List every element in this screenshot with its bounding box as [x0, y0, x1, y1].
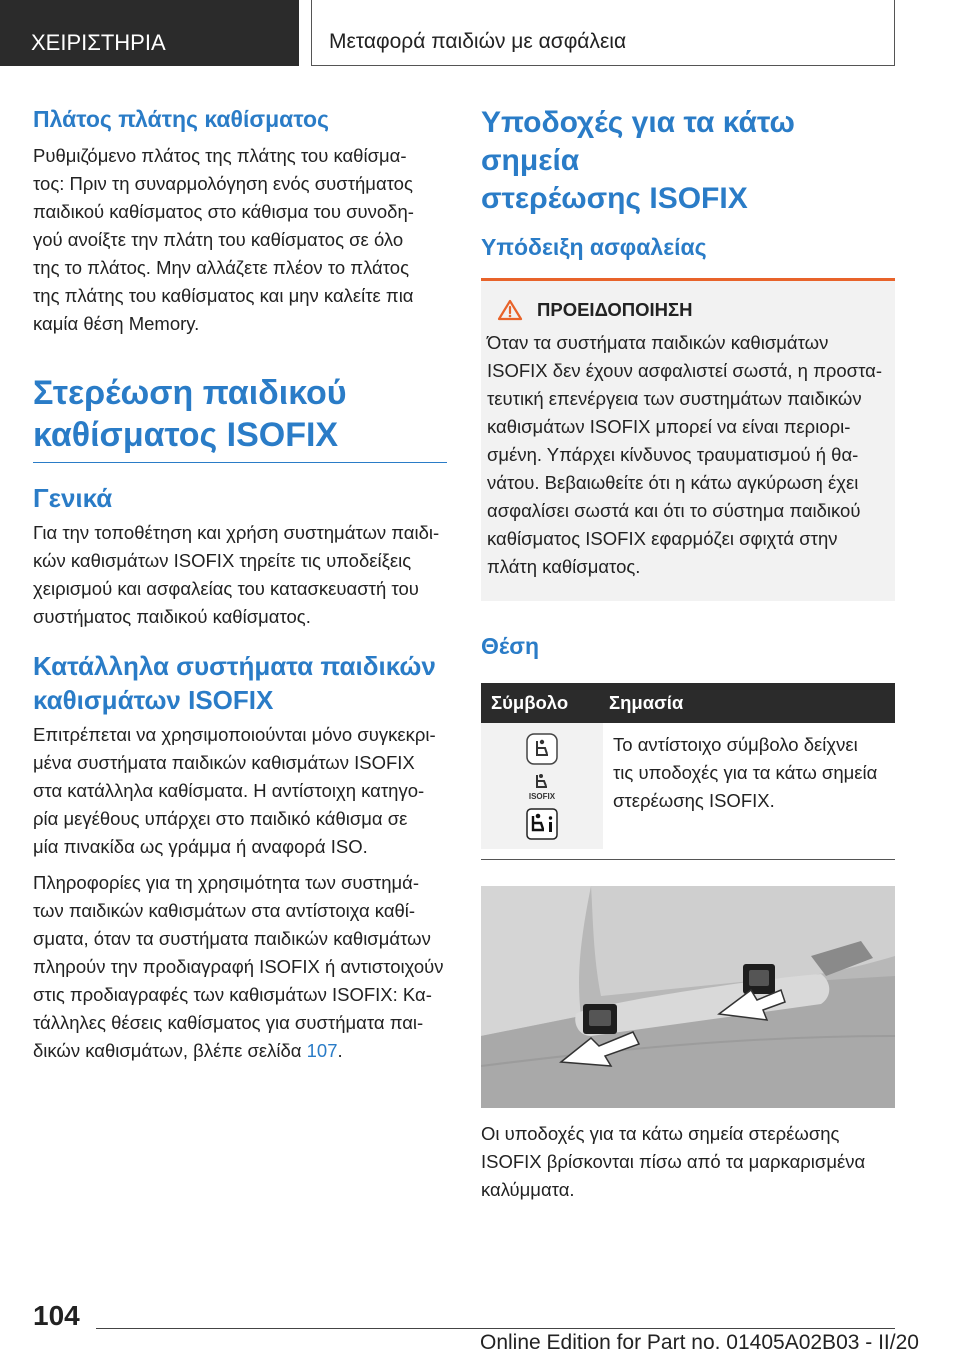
text-line: καθισμάτων ISOFIX μπορεί να είναι περιορι-: [487, 416, 851, 437]
text-line: των παιδικών καθισμάτων στα αντίστοιχα καθί-: [33, 900, 416, 921]
text-line: χειρισμού και ασφαλείας του κατασκευαστή του: [33, 578, 419, 599]
position-heading: Θέση: [481, 633, 540, 659]
text-line: της πλάτης του καθίσματος και μην καλείτε πια: [33, 285, 414, 306]
symbol-cell: [481, 723, 603, 849]
text-line: σματα, όταν τα συστήματα παιδικών καθισμάτων: [33, 928, 431, 949]
suitable-paragraph: [33, 721, 447, 861]
seat-anchor-photo-icon: [481, 886, 895, 1108]
main-heading-line: καθίσματος ISOFIX: [33, 416, 339, 454]
general-heading: Γενικά: [33, 483, 113, 513]
text-line: σμένη. Υπάρχει κίνδυνος τραυματισμού ή θα-: [487, 444, 859, 465]
text-line: στις προδιαγραφές των καθισμάτων ISOFIX: Κα-: [33, 984, 432, 1005]
table-header: [481, 683, 895, 723]
child-seat-info-icon: [526, 808, 558, 840]
text-line: Το αντίστοιχο σύμβολο δείχνει: [613, 734, 858, 755]
width-paragraph: [33, 142, 447, 338]
right-column: [481, 98, 895, 1204]
warning-title-text: ΠΡΟΕΙΔΟΠΟΙΗΣΗ: [537, 299, 693, 320]
text-line: Όταν τα συστήματα παιδικών καθισμάτων: [487, 332, 829, 353]
text-line: πλάτη καθίσματος.: [487, 556, 641, 577]
text-line: παιδικού καθίσματος στο κάθισμα του συνοδη-: [33, 201, 414, 222]
edition-text: Online Edition for Part no. 01405A02B03 - II/20: [480, 1331, 919, 1354]
text-line: ISOFIX βρίσκονται πίσω από τα μαρκαρισμένα: [481, 1151, 866, 1172]
text-line: τευτική επενέργεια των συστημάτων παιδικών: [487, 388, 862, 409]
isofix-photo: [481, 886, 895, 1108]
isofix-badge: [529, 772, 555, 801]
warning-triangle-icon: [497, 299, 523, 321]
photo-caption: [481, 1120, 895, 1204]
chapter-tab: ΧΕΙΡΙΣΤΗΡΙΑ: [0, 0, 299, 66]
warning-box: [481, 281, 895, 601]
footer-rule: [96, 1328, 895, 1329]
suitable-heading-line: Κατάλληλα συστήματα παιδικών: [33, 651, 436, 681]
page-header: [0, 0, 960, 66]
text-line: της το πλάτος. Μην αλλάζετε πλέον το πλάτος: [33, 257, 409, 278]
heading-rule: [33, 462, 447, 463]
warning-paragraph: [487, 329, 885, 581]
text-line: συστήματος παιδικού καθίσματος.: [33, 606, 311, 627]
text-line: Επιτρέπεται να χρησιμοποιούνται μόνο συγκεκρι-: [33, 724, 436, 745]
text-line: στερέωσης ISOFIX.: [613, 790, 775, 811]
anchor-heading: [481, 104, 895, 218]
column-header-symbol: Σύμβολο: [491, 692, 569, 713]
text-line: στα κατάλληλα καθίσματα. Η αντίστοιχη κατηγο-: [33, 780, 425, 801]
text-span: δικών καθισμάτων, βλέπε σελίδα: [33, 1040, 307, 1061]
text-span: .: [337, 1040, 343, 1061]
text-line: πληρούν την προδιαγραφή ISOFIX ή αντιστοιχούν: [33, 956, 444, 977]
suitable-heading-line: καθισμάτων ISOFIX: [33, 685, 274, 715]
child-seat-icon: [526, 733, 558, 765]
text-line: τάλληλες θέσεις καθίσματος για συστήματα παι-: [33, 1012, 424, 1033]
text-line: μία πινακίδα ως γράμμα ή αναφορά ISO.: [33, 836, 368, 857]
meaning-cell: [603, 723, 883, 849]
text-line: καλύμματα.: [481, 1179, 575, 1200]
table-row: [481, 723, 895, 860]
text-line: κών καθισμάτων ISOFIX τηρείτε τις υποδείξεις: [33, 550, 412, 571]
suitable-heading: [33, 649, 447, 717]
text-line: Πληροφορίες για τη χρησιμότητα των συστημά-: [33, 872, 420, 893]
text-line: τις υποδοχές για τα κάτω σημεία: [613, 762, 878, 783]
section-title: Μεταφορά παιδιών με ασφάλεια: [311, 0, 895, 66]
safety-heading: Υπόδειξη ασφαλείας: [481, 234, 707, 260]
warning-title: [497, 299, 885, 321]
text-line: Για την τοποθέτηση και χρήση συστημάτων παιδι-: [33, 522, 440, 543]
text-line: [33, 1037, 447, 1065]
page-link[interactable]: 107: [306, 1040, 338, 1061]
info-paragraph: [33, 869, 447, 1065]
text-line: νάτου. Βεβαιωθείτε ότι η κάτω αγκύρωση έχει: [487, 472, 859, 493]
symbol-table: [481, 683, 895, 860]
text-line: τος: Πριν τη συναρμολόγηση ενός συστήματος: [33, 173, 413, 194]
left-column: [33, 98, 447, 1065]
text-line: ασφαλίσει σωστά και ότι το σύστημα παιδικού: [487, 500, 861, 521]
text-line: μένα συστήματα παιδικών καθισμάτων ISOFIX: [33, 752, 415, 773]
width-heading: Πλάτος πλάτης καθίσματος: [33, 106, 329, 132]
anchor-heading-line: στερέωσης ISOFIX: [481, 182, 748, 215]
general-paragraph: [33, 519, 447, 631]
text-line: γού ανοίξτε την πλάτη του καθίσματος σε όλο: [33, 229, 404, 250]
text-line: ρία μεγέθους υπάρχει στο παιδικό κάθισμα σε: [33, 808, 408, 829]
text-line: ISOFIX δεν έχουν ασφαλιστεί σωστά, η προστα-: [487, 360, 882, 381]
text-line: Οι υποδοχές για τα κάτω σημεία στερέωσης: [481, 1123, 840, 1144]
isofix-seat-icon: [531, 772, 553, 792]
column-header-meaning: Σημασία: [609, 692, 684, 713]
text-line: Ρυθμιζόμενο πλάτος της πλάτης του καθίσμα-: [33, 145, 407, 166]
main-heading: [33, 372, 447, 456]
text-line: καθίσματος ISOFIX εφαρμόζει σφιχτά στην: [487, 528, 838, 549]
anchor-heading-line: Υποδοχές για τα κάτω σημεία: [481, 106, 795, 177]
text-line: καμία θέση Memory.: [33, 313, 200, 334]
page-number: 104: [33, 1300, 80, 1331]
main-heading-line: Στερέωση παιδικού: [33, 374, 347, 412]
isofix-label: ISOFIX: [528, 791, 556, 801]
